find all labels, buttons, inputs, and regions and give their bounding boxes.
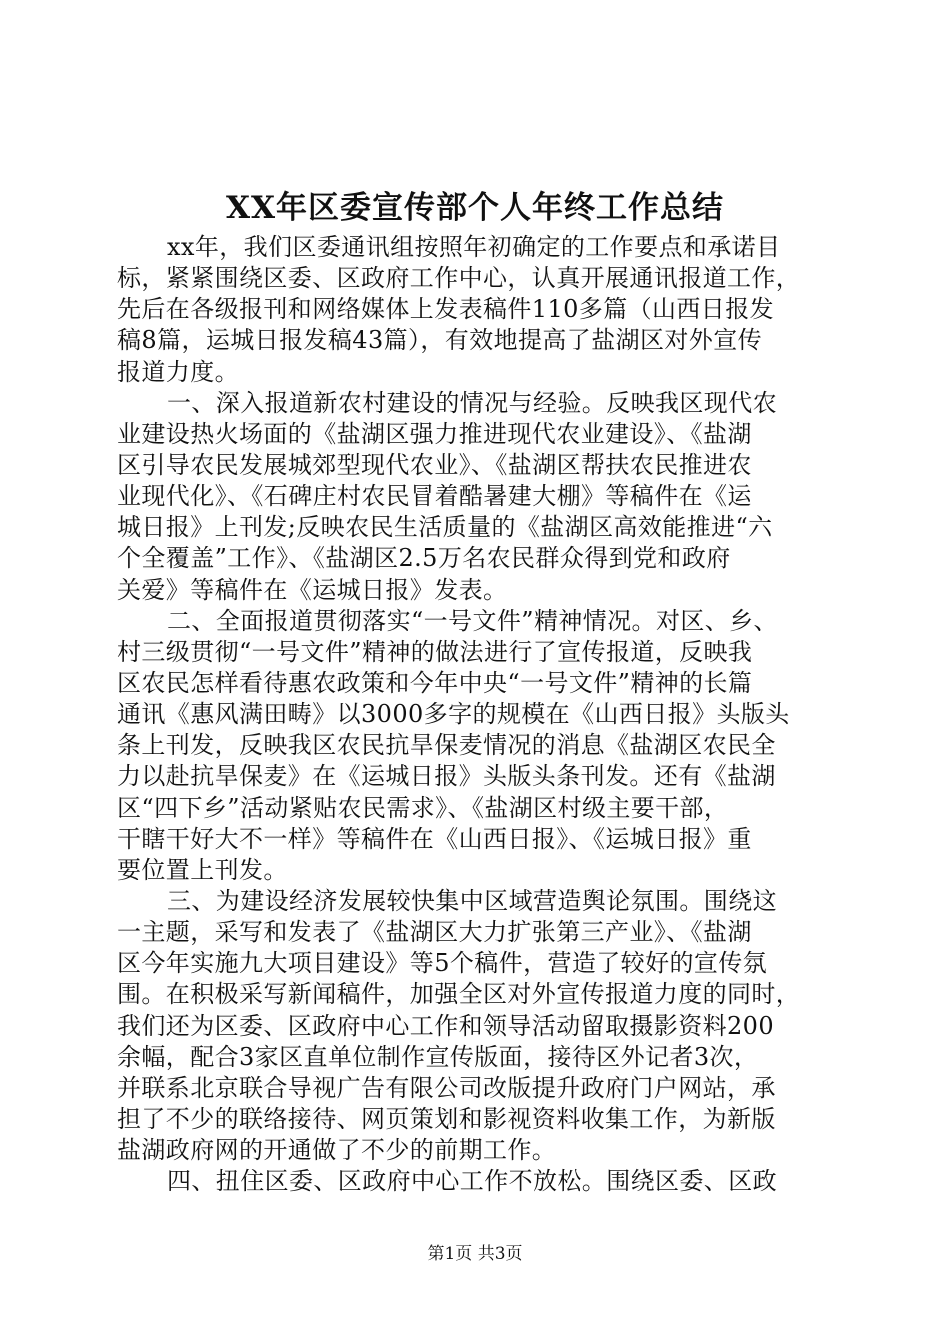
text-line: 区农民怎样看待惠农政策和今年中央“一号文件”精神的长篇 [117,668,753,697]
text-line: 担了不少的联络接待、网页策划和影视资料收集工作，为新版 [117,1104,776,1133]
text-line: 三、为建设经济发展较快集中区域营造舆论氛围。围绕这 [167,886,777,915]
text-line: 稿8篇，运城日报发稿43篇），有效地提高了盐湖区对外宣传 [117,326,763,355]
text-line: 个全覆盖”工作》、《盐湖区2.5万名农民群众得到党和政府 [117,544,731,573]
text-line: 区“四下乡”活动紧贴农民需求》、《盐湖区村级主要干部， [117,793,729,822]
text-line: 业建设热火场面的《盐湖区强力推进现代农业建设》、《盐湖 [117,419,752,448]
text-line: 城日报》上刊发;反映农民生活质量的《盐湖区高效能推进“六 [117,513,773,542]
text-line: 通讯《惠风满田畴》以3000多字的规模在《山西日报》头版头 [117,700,790,729]
text-line: 村三级贯彻“一号文件”精神的做法进行了宣传报道，反映我 [117,637,753,666]
text-line: 报道力度。 [117,357,239,386]
text-line: 并联系北京联合导视广告有限公司改版提升政府门户网站，承 [117,1073,776,1102]
text-line: 围。在积极采写新闻稿件，加强全区对外宣传报道力度的同时， [117,980,801,1009]
text-line: 关爱》等稿件在《运城日报》发表。 [117,575,508,604]
text-line: 条上刊发，反映我区农民抗旱保麦情况的消息《盐湖区农民全 [117,731,776,760]
text-line: 二、全面报道贯彻落实“一号文件”精神情况。对区、乡、 [167,606,778,635]
text-line: 区今年实施九大项目建设》等5个稿件，营造了较好的宣传氛 [117,949,768,978]
text-line: 余幅，配合3家区直单位制作宣传版面，接待区外记者3次， [117,1042,759,1071]
body-text [117,232,837,1197]
text-line: xx年，我们区委通讯组按照年初确定的工作要点和承诺目 [167,233,781,261]
text-line: 区引导农民发展城郊型现代农业》、《盐湖区帮扶农民推进农 [117,450,752,479]
page-title: XX年区委宣传部个人年终工作总结 [225,190,725,226]
text-line: 标，紧紧围绕区委、区政府工作中心，认真开展通讯报道工作， [117,264,801,293]
text-line: 我们还为区委、区政府中心工作和领导活动留取摄影资料200 [117,1011,775,1040]
text-line: 要位置上刊发。 [117,855,288,884]
text-line: 干瞎干好大不一样》等稿件在《山西日报》、《运城日报》重 [117,824,752,853]
text-line: 一主题，采写和发表了《盐湖区大力扩张第三产业》、《盐湖 [117,918,752,947]
text-line: 一、深入报道新农村建设的情况与经验。反映我区现代农 [167,388,777,417]
text-line: 盐湖政府网的开通做了不少的前期工作。 [117,1136,557,1165]
text-line: 力以赴抗旱保麦》在《运城日报》头版头条刊发。还有《盐湖 [117,762,776,791]
text-line: 业现代化》、《石碑庄村农民冒着酷暑建大棚》等稿件在《运 [117,482,752,511]
text-line: 四、扭住区委、区政府中心工作不放松。围绕区委、区政 [167,1167,777,1196]
page-footer: 第1页 共3页 [427,1244,523,1264]
text-line: 先后在各级报刊和网络媒体上发表稿件110多篇（山西日报发 [117,295,775,324]
